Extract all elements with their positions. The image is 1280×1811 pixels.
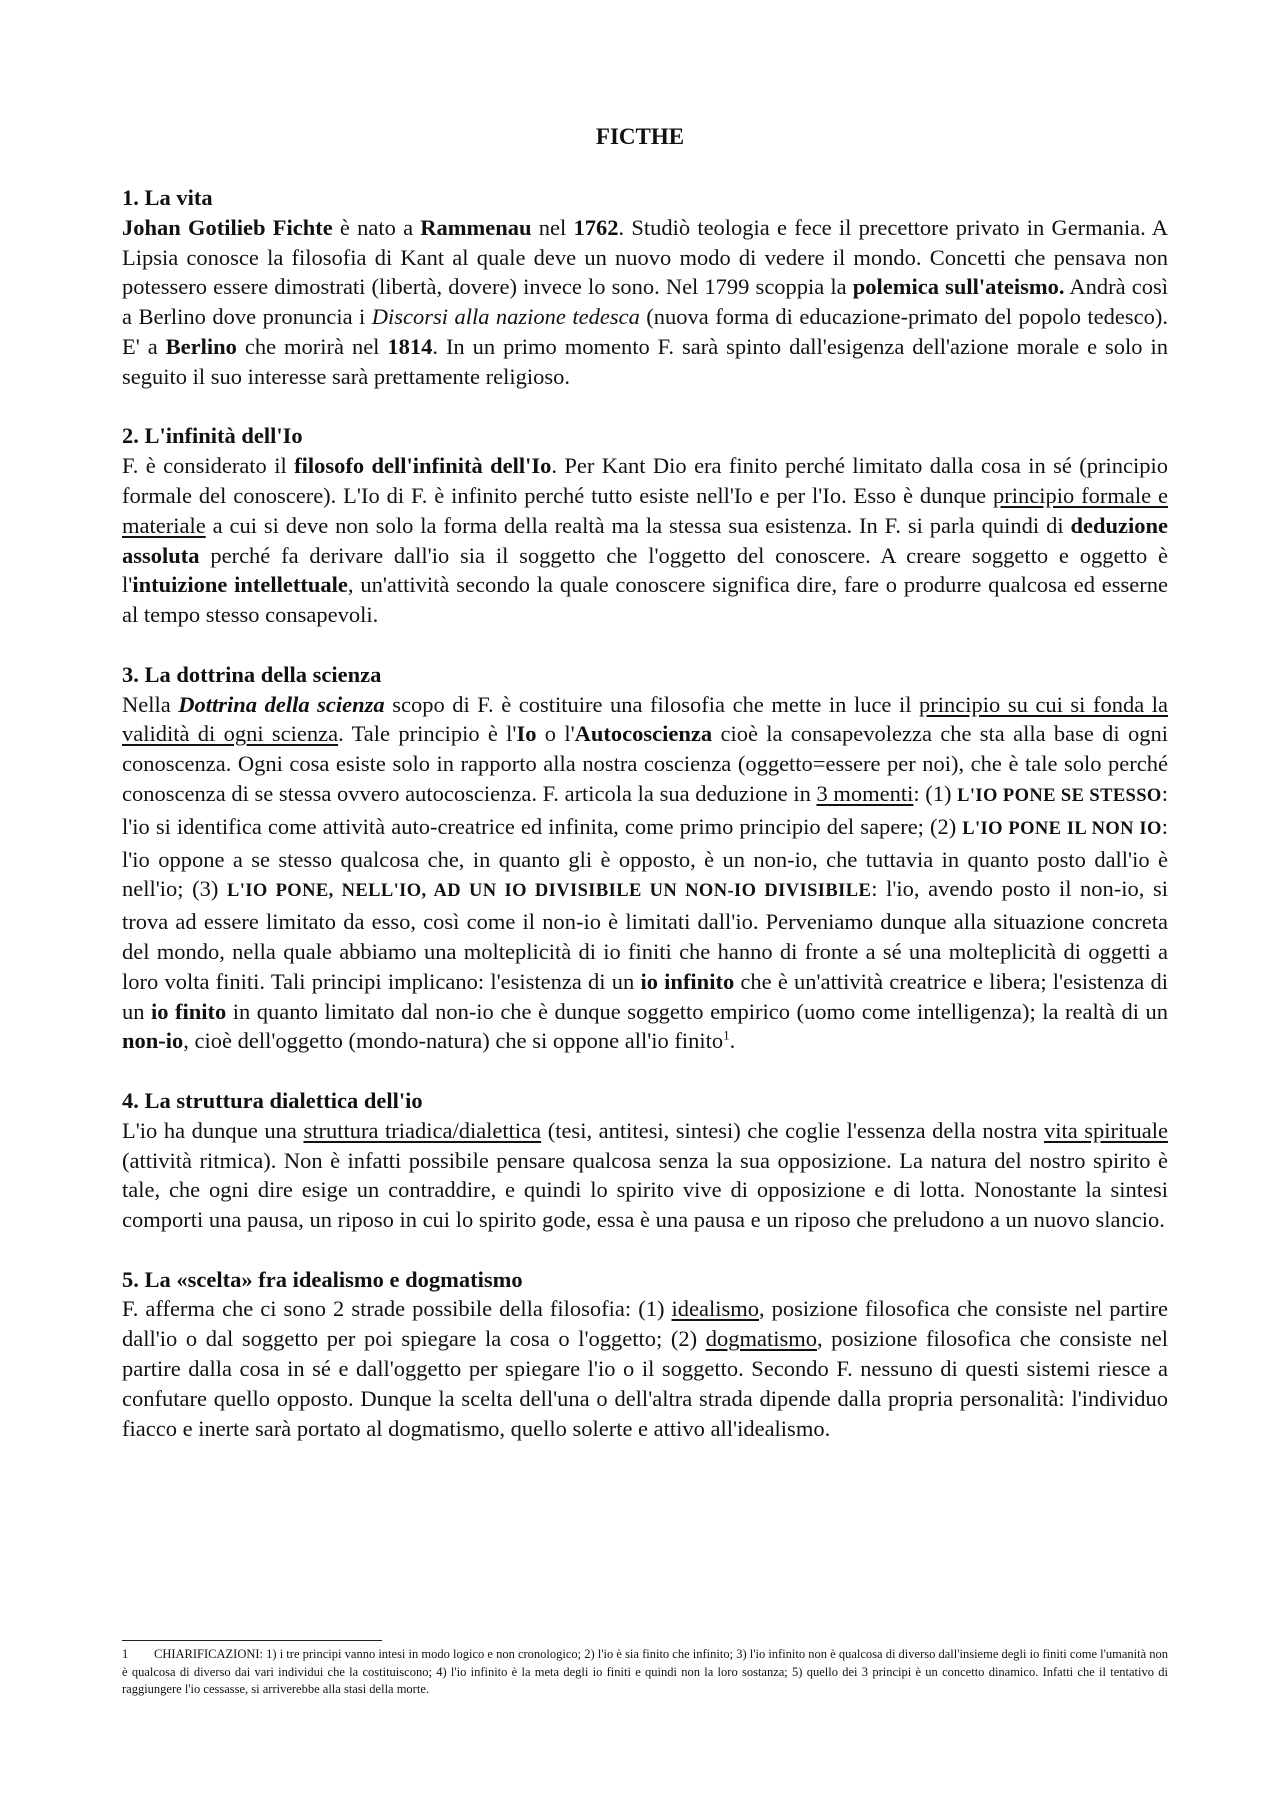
text-run: in quanto limitato dal non-io che è dunque soggetto empirico (uomo come intelligenza); la realtà di un bbox=[226, 998, 1168, 1024]
footnote bbox=[122, 1646, 1168, 1699]
small-caps-principle: L'IO PONE IL NON IO bbox=[962, 818, 1162, 839]
section-paragraph bbox=[122, 1294, 1168, 1443]
footnote-number: 1 bbox=[122, 1647, 129, 1661]
bold-text: 1762 bbox=[573, 214, 619, 240]
text-run: Andrà così a Berlino dove pronuncia i bbox=[122, 274, 1168, 330]
text-run: perché fa derivare dall'io sia il soggetto che l'oggetto del conoscere. A creare soggetto e oggetto è l' bbox=[122, 542, 1168, 598]
bold-text: Rammenau bbox=[420, 214, 532, 240]
bold-text: Johan Gotilieb Fichte bbox=[122, 214, 333, 240]
bold-text: intuizione intellettuale bbox=[132, 572, 348, 598]
text-run: (tesi, antitesi, sintesi) che coglie l'essenza della nostra bbox=[541, 1117, 1044, 1143]
text-run: (attività ritmica). Non è infatti possibile pensare qualcosa senza la sua opposizione. La natura del nostro spirito è tale, che ogni dire esige un contraddire, e quindi lo spirito vive di opposizione e di lotta. Nonostante la sintesi comporti una pausa, un riposo in cui lo spirito gode, essa è una pausa e un riposo che preludono a un nuovo slancio. bbox=[122, 1147, 1168, 1233]
section-heading: 2. L'infinità dell'Io bbox=[122, 423, 303, 449]
section-paragraph bbox=[122, 690, 1168, 1057]
text-run: . Per Kant Dio era finito perché limitato dalla cosa in sé (principio formale del conoscere). L'Io di F. è infinito perché tutto esiste nell'Io e per l'Io. Esso è dunque bbox=[122, 453, 1168, 508]
section-heading: 3. La dottrina della scienza bbox=[122, 661, 382, 687]
text-run: cioè la consapevolezza che sta alla base di ogni conoscenza. Ogni cosa esiste solo in rapporto alla nostra coscienza (oggetto=essere per noi), che è tale solo perché conoscenza di se stessa ovvero autocoscienza. F. articola la sua deduzione in bbox=[122, 721, 1168, 806]
section-heading: 1. La vita bbox=[122, 185, 213, 210]
small-caps-principle: L'IO PONE SE STESSO bbox=[957, 785, 1162, 806]
bold-text: filosofo dell'infinità dell'Io bbox=[294, 453, 552, 479]
text-run: . Studiò teologia e fece il precettore privato in Germania. A Lipsia conosce la filosofia di Kant al quale deve un nuovo modo di vedere il mondo. Concetti che pensava non potessero essere dimostrati (libertà, dovere) invece lo sono. Nel 1799 scoppia la bbox=[122, 214, 1169, 300]
text-run: : (1) bbox=[913, 780, 958, 806]
text-run: : l'io si identifica come attività auto-creatrice ed infinita, come primo principio del sapere; (2) bbox=[122, 780, 1168, 839]
text-run: . In un primo momento F. sarà spinto dall'esigenza dell'azione morale e solo in seguito il suo interesse sarà prettamente religioso. bbox=[122, 333, 1168, 389]
section-paragraph bbox=[122, 213, 1168, 392]
underlined-text: principio formale e materiale bbox=[122, 482, 1168, 538]
text-run: , posizione filosofica che consiste nel partire dall'io o dal soggetto per poi spiegare la cosa o l'oggetto; (2) bbox=[122, 1296, 1168, 1352]
text-run: che è un'attività creatrice e libera; l'esistenza di un bbox=[122, 968, 1168, 1024]
bold-text: deduzione assoluta bbox=[122, 512, 1168, 568]
text-run: , posizione filosofica che consiste nel partire dalla cosa in sé e dall'oggetto per spiegare l'io o il soggetto. Secondo F. nessuno di questi sistemi riesce a confutare quello opposto. Dunque la scelta dell'una o dell'altra strada dipende dalla propria personalità: l'individuo fiacco e inerte sarà portato al dogmatismo, quello solerte e attivo all'idealismo. bbox=[122, 1326, 1168, 1441]
bold-text: io finito bbox=[151, 998, 227, 1024]
page-title: FICTHE bbox=[595, 124, 685, 149]
document-body bbox=[122, 183, 1168, 1473]
section-la-vita bbox=[122, 183, 1168, 392]
section-heading: 5. La «scelta» fra idealismo e dogmatismo bbox=[122, 1266, 523, 1292]
bold-text: polemica sull'ateismo. bbox=[852, 274, 1065, 300]
footnote-text: CHIARIFICAZIONI: 1) i tre principi vanno intesi in modo logico e non cronologico; 2) l'io è sia finito che infinito; 3) l'io infinito non è qualcosa di diverso dall'insieme degli io finiti come l'umanità non è qualcosa di diverso dai vari individui che la costituiscono; 4) l'io infinito è la meta degli io finiti e quindi non la loro sostanza; 5) quello dei 3 principi è un concetto dinamico. Infatti che il tentativo di raggiungere l'io cessasse, si arriverebbe alla stasi della morte. bbox=[122, 1647, 1168, 1696]
bold-text: 1814 bbox=[387, 333, 433, 359]
footnote-separator bbox=[122, 1640, 382, 1641]
bold-text: Io bbox=[516, 721, 537, 747]
text-run: Nella bbox=[122, 691, 179, 717]
text-run: F. è considerato il bbox=[122, 453, 295, 479]
underlined-text: struttura triadica/dialettica bbox=[303, 1117, 542, 1143]
text-run: nel bbox=[531, 214, 574, 240]
bold-text: non-io bbox=[122, 1028, 184, 1054]
bold-text: io infinito bbox=[640, 968, 735, 994]
underlined-text: idealismo bbox=[671, 1296, 759, 1322]
text-run: a cui si deve non solo la forma della realtà ma la stessa sua esistenza. In F. si parla quindi di bbox=[205, 512, 1071, 538]
section-dottrina-scienza bbox=[122, 660, 1168, 1056]
section-paragraph bbox=[122, 1116, 1168, 1235]
text-run: (nuova forma di educazione-primato del popolo tedesco). E' a bbox=[122, 304, 1168, 359]
section-struttura-dialettica bbox=[122, 1086, 1168, 1235]
underlined-text: dogmatismo bbox=[705, 1326, 817, 1352]
text-run: . bbox=[729, 1028, 736, 1054]
underlined-text: principio su cui si fonda la validità di ogni scienza bbox=[122, 691, 1168, 747]
text-run: : l'io oppone a se stesso qualcosa che, in quanto gli è opposto, è un non-io, che tuttavia in quanto posto dall'io è nell'io; (3) bbox=[122, 813, 1168, 902]
footnote-reference: 1 bbox=[723, 1027, 730, 1043]
underlined-text: 3 momenti bbox=[816, 780, 914, 806]
bold-italic-text: Dottrina della scienza bbox=[178, 691, 385, 717]
text-run: , cioè dell'oggetto (mondo-natura) che si oppone all'io finito bbox=[183, 1028, 724, 1054]
section-infinita-io bbox=[122, 421, 1168, 630]
text-run: o l' bbox=[536, 721, 575, 747]
section-paragraph bbox=[122, 451, 1168, 630]
text-run: . Tale principio è l' bbox=[338, 721, 517, 747]
text-run: , un'attività secondo la quale conoscere significa dire, fare o produrre qualcosa ed esserne al tempo stesso consapevoli. bbox=[122, 572, 1169, 628]
section-scelta bbox=[122, 1265, 1168, 1444]
text-run: scopo di F. è costituire una filosofia che mette in luce il bbox=[384, 691, 920, 717]
small-caps-principle: L'IO PONE, NELL'IO, AD UN IO DIVISIBILE UN NON-IO DIVISIBILE bbox=[226, 881, 872, 902]
underlined-text: vita spirituale bbox=[1043, 1117, 1168, 1143]
text-run: : l'io, avendo posto il non-io, si trova ad essere limitato da esso, così come il non-io è limitati dall'io. Perveniamo dunque alla situazione concreta del mondo, nella quale abbiamo una molteplicità di io finiti che hanno di fronte a sé una molteplicità di oggetti a loro volta finiti. Tali principi implicano: l'esistenza di un bbox=[122, 876, 1169, 994]
text-run: F. afferma che ci sono 2 strade possibile della filosofia: (1) bbox=[122, 1296, 672, 1322]
bold-text: Berlino bbox=[165, 333, 237, 359]
text-run: che morirà nel bbox=[236, 333, 388, 359]
section-heading: 4. La struttura dialettica dell'io bbox=[122, 1087, 423, 1113]
text-run: L'io ha dunque una bbox=[122, 1117, 304, 1143]
italic-text: Discorsi alla nazione tedesca bbox=[371, 304, 640, 330]
text-run: è nato a bbox=[332, 214, 421, 240]
bold-text: Autocoscienza bbox=[574, 721, 713, 747]
